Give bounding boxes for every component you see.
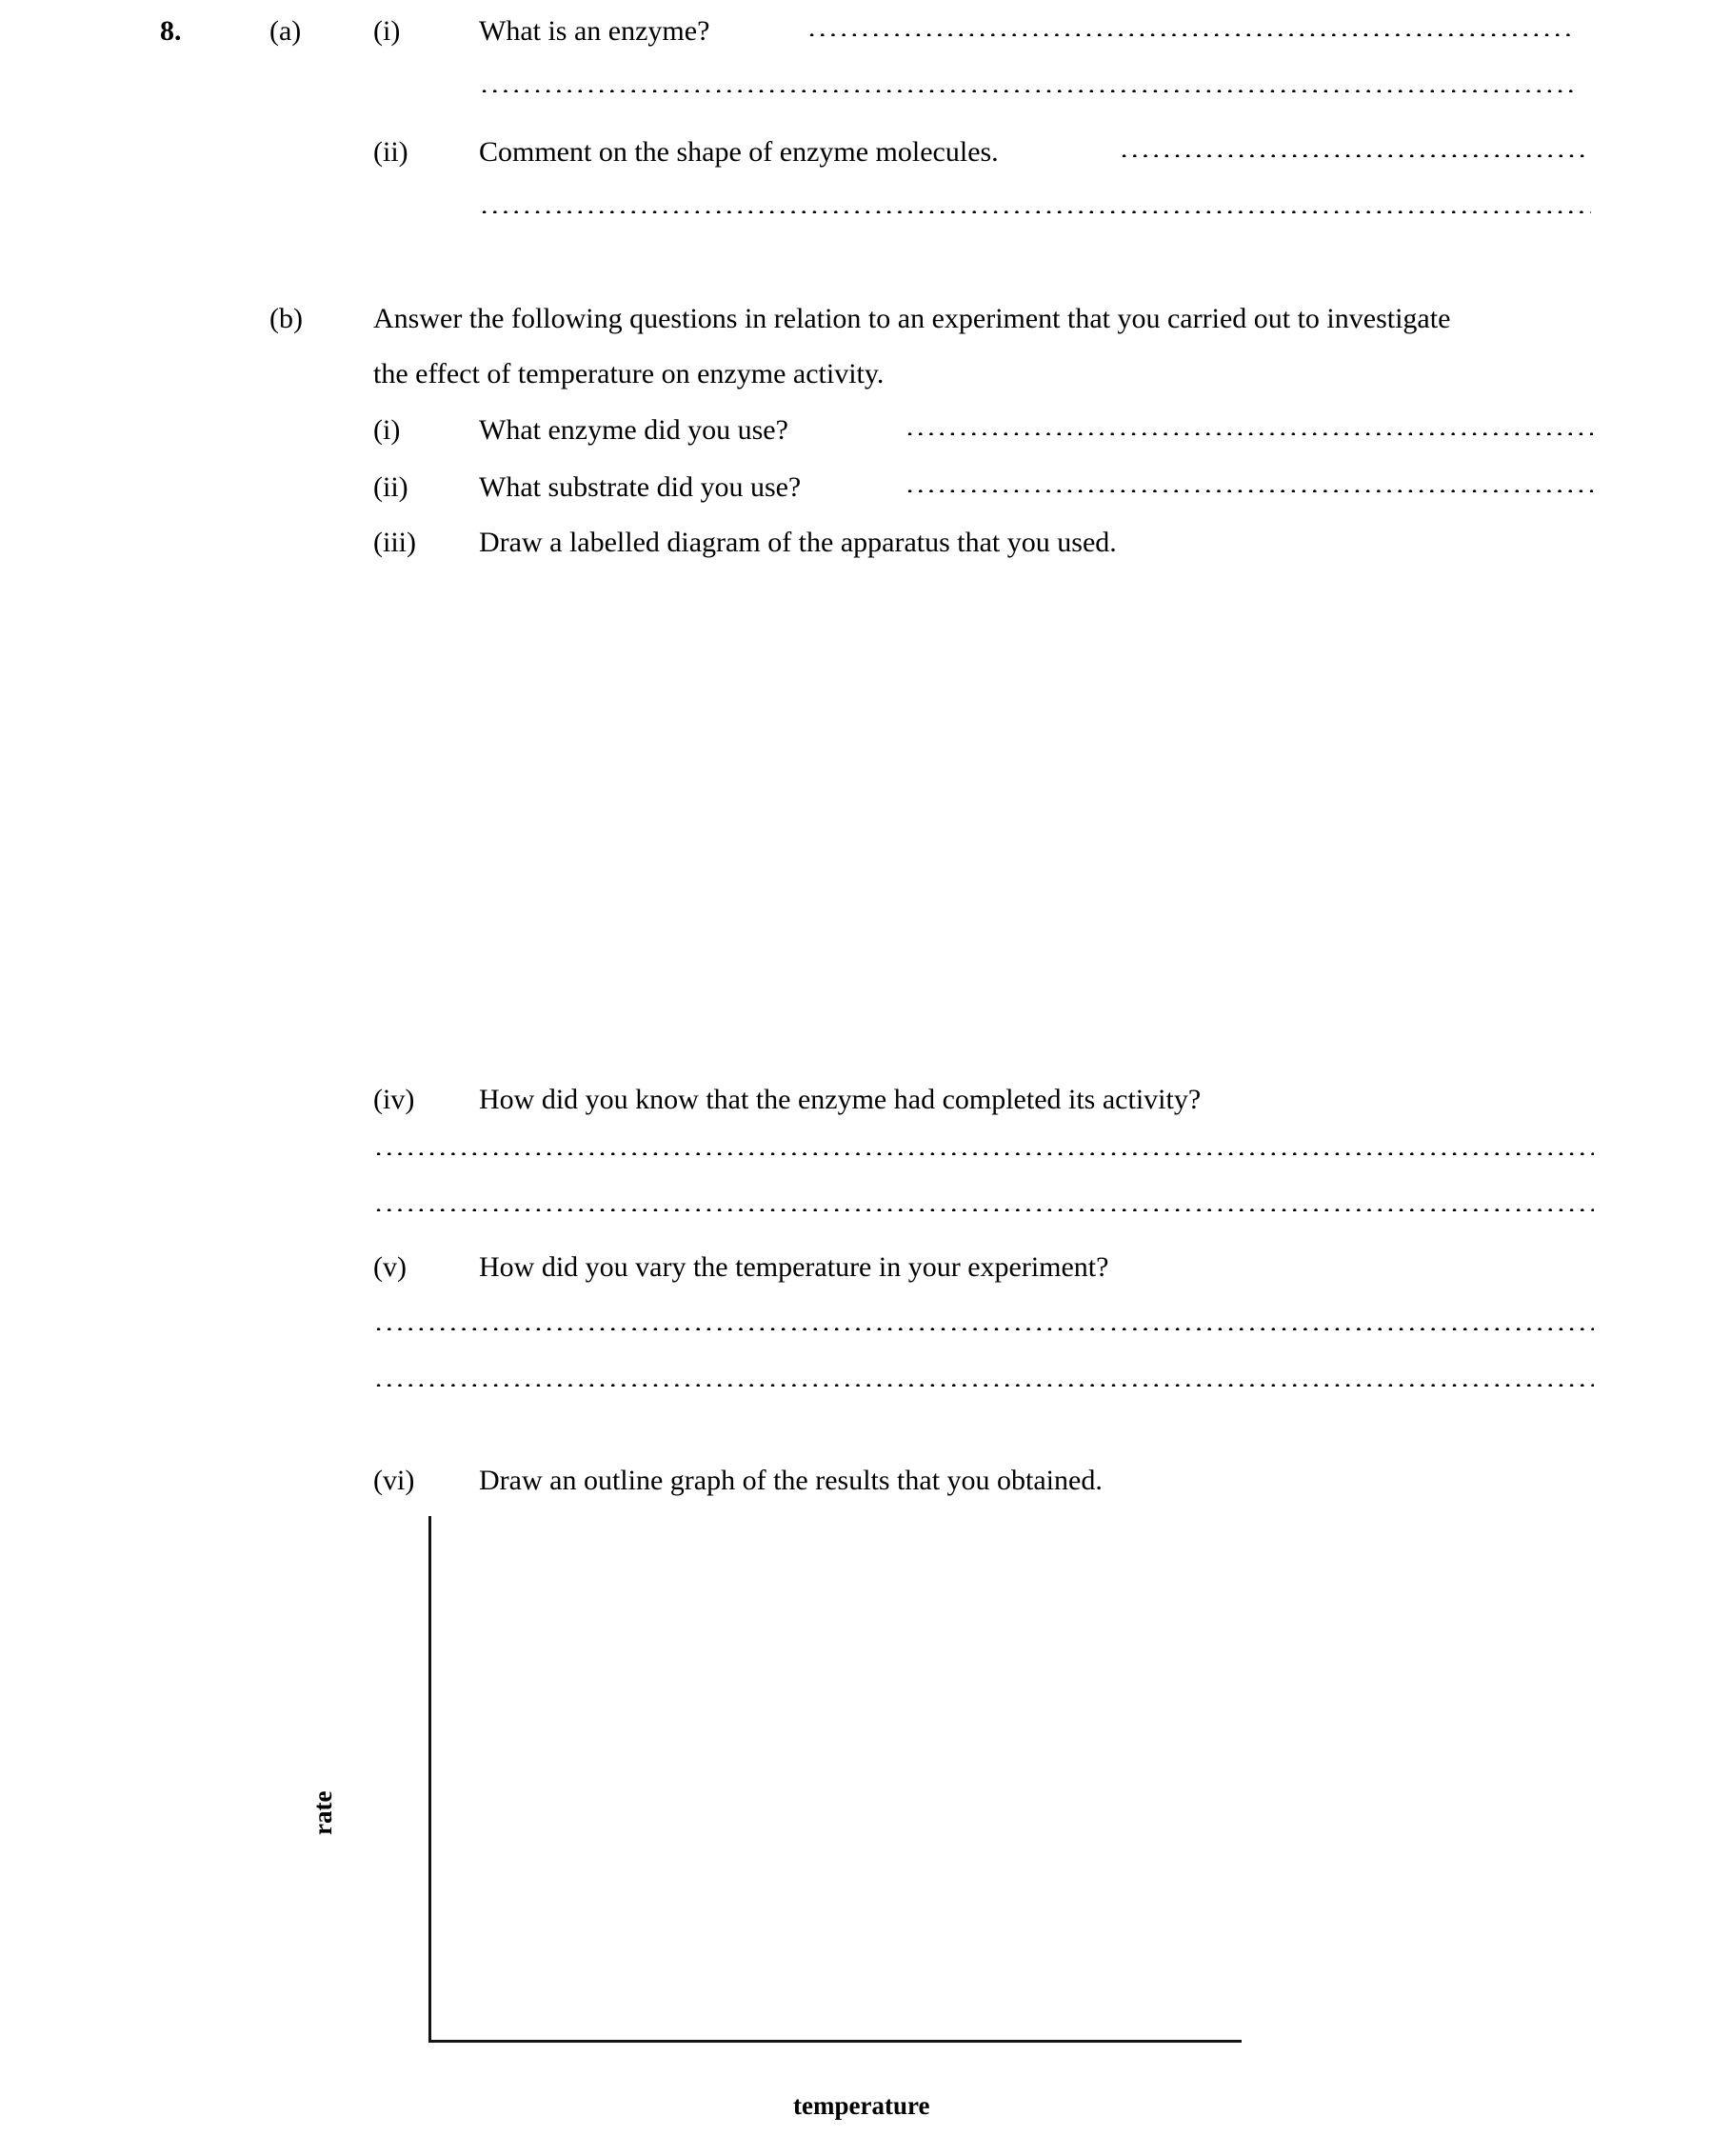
part-a-item-i-numeral: (i) (373, 15, 401, 47)
part-a-item-i-text: What is an enzyme? (479, 15, 710, 47)
graph-plot-answer-space[interactable] (433, 1519, 1238, 2038)
part-b-intro-line-1: Answer the following questions in relation to an experiment that you carried out to investigate (373, 303, 1451, 334)
part-b-item-i-numeral: (i) (373, 414, 401, 446)
part-b-item-ii-numeral: (ii) (373, 471, 408, 503)
part-b-item-iii-text: Draw a labelled diagram of the apparatus that you used. (479, 527, 1117, 558)
part-b-item-v-numeral: (v) (373, 1251, 407, 1283)
part-b-item-iv-text: How did you know that the enzyme had completed its activity? (479, 1084, 1202, 1115)
part-a-item-ii-text: Comment on the shape of enzyme molecules. (479, 136, 999, 168)
part-b-item-vi-numeral: (vi) (373, 1465, 415, 1496)
part-b-item-iv-numeral: (iv) (373, 1084, 415, 1115)
part-b-item-i-text: What enzyme did you use? (479, 414, 788, 446)
part-b-intro-line-2: the effect of temperature on enzyme activity. (373, 358, 885, 389)
graph-x-axis-label: temperature (793, 2091, 930, 2120)
part-b-item-iii-numeral: (iii) (373, 527, 416, 558)
part-b-item-vi-text: Draw an outline graph of the results that you obtained. (479, 1465, 1103, 1496)
part-a-label: (a) (269, 15, 302, 47)
part-b-label: (b) (269, 303, 303, 334)
question-number: 8. (160, 15, 182, 47)
part-b-item-v-text: How did you vary the temperature in your experiment? (479, 1251, 1109, 1283)
graph-y-axis-label: rate (308, 1790, 337, 1835)
graph-y-axis (428, 1516, 431, 2043)
graph-x-axis (428, 2040, 1242, 2043)
part-b-item-ii-text: What substrate did you use? (479, 471, 802, 503)
part-a-item-ii-numeral: (ii) (373, 136, 408, 168)
